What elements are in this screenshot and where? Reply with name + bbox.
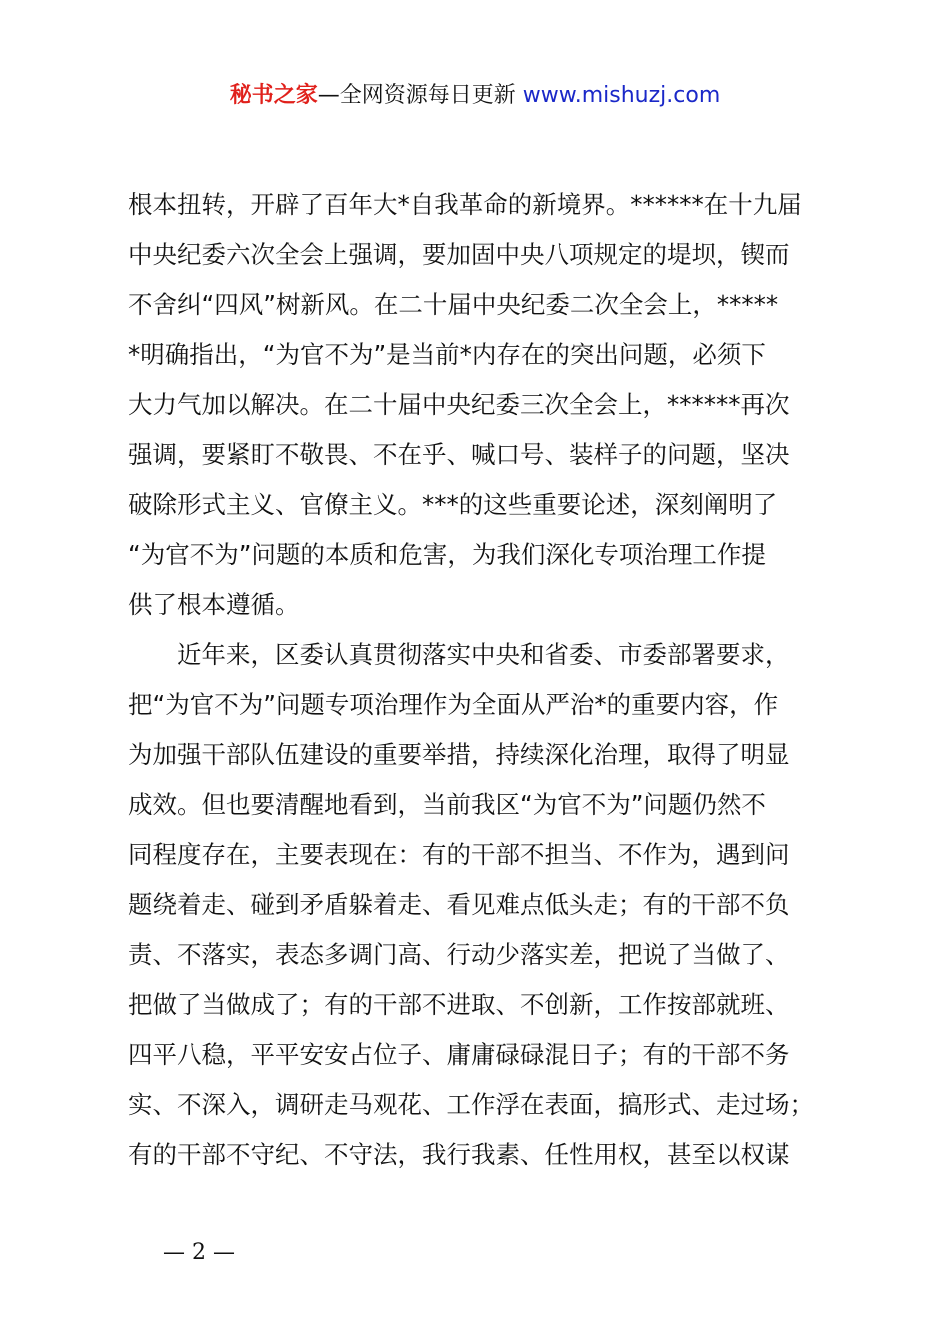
body-line: 责、不落实，表态多调门高、行动少落实差，把说了当做了、: [128, 940, 790, 969]
header-tagline: —全网资源每日更新: [317, 83, 523, 108]
body-line: 根本扭转，开辟了百年大*自我革命的新境界。******在十九届: [128, 190, 802, 219]
body-line: “为官不为”问题的本质和危害，为我们深化专项治理工作提: [128, 540, 766, 569]
body-line: 实、不深入，调研走马观花、工作浮在表面，搞形式、走过场；: [128, 1090, 814, 1119]
body-line: 题绕着走、碰到矛盾躲着走、看见难点低头走；有的干部不负: [128, 890, 790, 919]
body-line: 四平八稳，平平安安占位子、庸庸碌碌混日子；有的干部不务: [128, 1040, 790, 1069]
page-number: — 2 —: [163, 1240, 235, 1265]
body-line: 同程度存在，主要表现在：有的干部不担当、不作为，遇到问: [128, 840, 790, 869]
body-line: 把“为官不为”问题专项治理作为全面从严治*的重要内容，作: [128, 690, 779, 719]
document-body: [128, 180, 858, 1180]
header-url-link[interactable]: www.mishuzj.com: [522, 83, 721, 108]
body-line: *明确指出，“为官不为”是当前*内存在的突出问题，必须下: [128, 340, 766, 369]
body-line: 大力气加以解决。在二十届中央纪委三次全会上，******再次: [128, 390, 790, 419]
page-header: [0, 80, 950, 112]
body-line: 有的干部不守纪、不守法，我行我素、任性用权，甚至以权谋: [128, 1140, 790, 1169]
body-line: 破除形式主义、官僚主义。***的这些重要论述，深刻阐明了: [128, 490, 778, 519]
brand-name: 秘书之家: [229, 83, 318, 108]
body-line: 供了根本遵循。: [128, 590, 300, 619]
body-line: 强调，要紧盯不敬畏、不在乎、喊口号、装样子的问题，坚决: [128, 440, 790, 469]
paragraph-start-line: 近年来，区委认真贯彻落实中央和省委、市委部署要求，: [177, 640, 790, 669]
body-line: 中央纪委六次全会上强调，要加固中央八项规定的堤坝，锲而: [128, 240, 790, 269]
body-line: 把做了当做成了；有的干部不进取、不创新，工作按部就班、: [128, 990, 790, 1019]
body-line: 成效。但也要清醒地看到，当前我区“为官不为”问题仍然不: [128, 790, 766, 819]
body-line: 为加强干部队伍建设的重要举措，持续深化治理，取得了明显: [128, 740, 790, 769]
body-line: 不舍纠“四风”树新风。在二十届中央纪委二次全会上，*****: [128, 290, 779, 319]
